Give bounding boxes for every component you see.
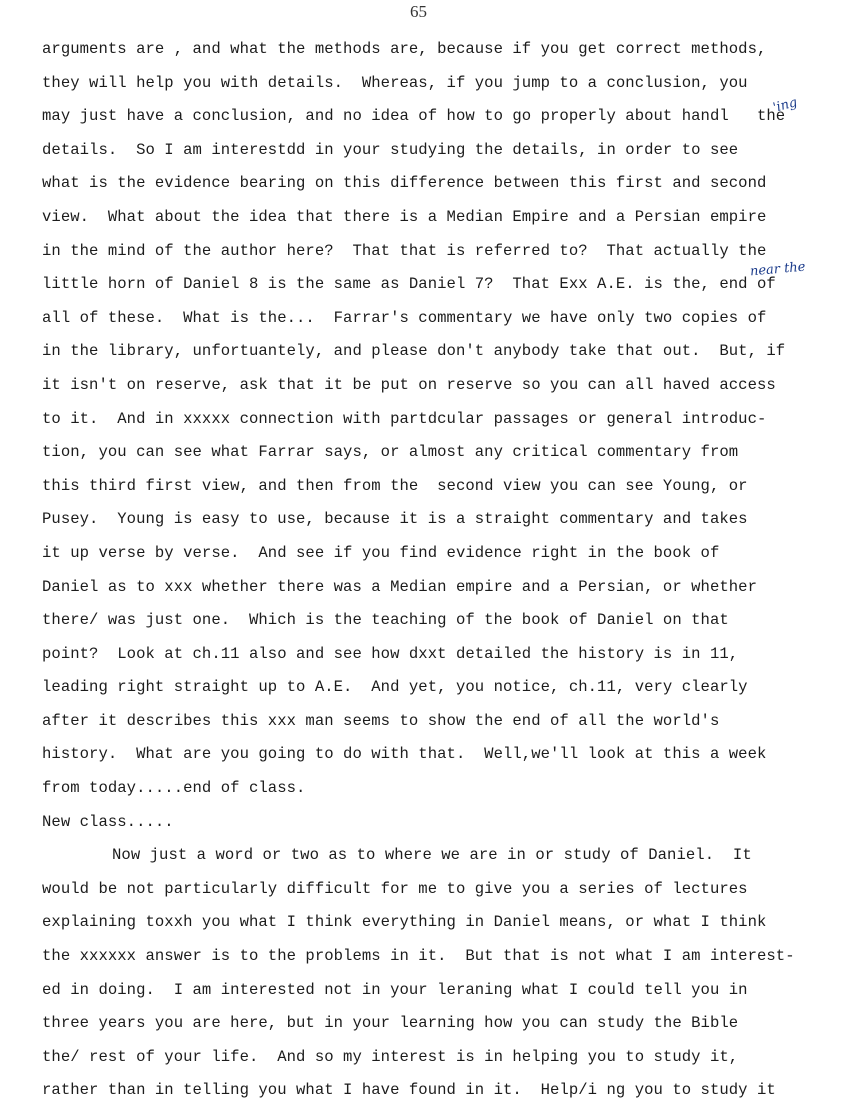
text-line: may just have a conclusion, and no idea of how to go properly about handl the [42, 107, 786, 126]
text-line: would be not particularly difficult for me to give you a series of lectures [42, 879, 748, 898]
text-line: to it. And in xxxxx connection with partdcular passages or general introduc- [42, 409, 767, 428]
text-line: in the library, unfortuantely, and please don't anybody take that out. But, if [42, 342, 786, 361]
text-line: ed in doing. I am interested not in your leraning what I could tell you in [42, 980, 748, 999]
text-line: leading right straight up to A.E. And yet, you notice, ch.11, very clearly [42, 678, 748, 697]
text-line: three years you are here, but in your learning how you can study the Bible [42, 1014, 739, 1033]
text-line: details. So I am interestdd in your studying the details, in order to see [42, 140, 739, 159]
handwritten-annotation-handling: 'ing [771, 95, 799, 116]
text-line: little horn of Daniel 8 is the same as Daniel 7? That Exx A.E. is the, end of [42, 275, 776, 294]
text-line: arguments are , and what the methods are, because if you get correct methods, [42, 40, 767, 58]
text-line: they will help you with details. Whereas, if you jump to a conclusion, you [42, 73, 748, 92]
text-line: the xxxxxx answer is to the problems in it. But that is not what I am interest- [42, 947, 795, 966]
handwritten-annotation-near-the: near the [749, 259, 807, 280]
text-line: in the mind of the author here? That that is referred to? That actually the [42, 241, 767, 260]
body-text [42, 36, 847, 1111]
text-line: Daniel as to xxx whether there was a Median empire and a Persian, or whether [42, 577, 757, 596]
text-line: from today.....end of class. [42, 779, 306, 798]
text-line: explaining toxxh you what I think everything in Daniel means, or what I think [42, 913, 767, 932]
text-line: there/ was just one. Which is the teaching of the book of Daniel on that [42, 611, 729, 630]
text-line: history. What are you going to do with that. Well,we'll look at this a week [42, 745, 767, 764]
text-line: the/ rest of your life. And so my interest is in helping you to study it, [42, 1047, 739, 1066]
text-line: Pusey. Young is easy to use, because it is a straight commentary and takes [42, 510, 748, 529]
text-line: view. What about the idea that there is a Median Empire and a Persian empire [42, 207, 767, 226]
text-line: rather than in telling you what I have found in it. Help/i ng you to study it [42, 1081, 776, 1100]
text-line: it up verse by verse. And see if you find evidence right in the book of [42, 543, 720, 562]
text-line: it isn't on reserve, ask that it be put on reserve so you can all haved access [42, 375, 776, 394]
text-line: all of these. What is the... Farrar's commentary we have only two copies of [42, 308, 767, 327]
text-line: point? Look at ch.11 also and see how dxxt detailed the history is in 11, [42, 644, 739, 663]
text-line: this third first view, and then from the second view you can see Young, or [42, 476, 748, 495]
text-line: tion, you can see what Farrar says, or almost any critical commentary from [42, 443, 739, 462]
page-number: 65 [410, 2, 427, 21]
text-line: what is the evidence bearing on this difference between this first and second [42, 174, 767, 193]
text-line: Now just a word or two as to where we are in or study of Daniel. It [112, 846, 752, 865]
text-line: after it describes this xxx man seems to show the end of all the world's [42, 711, 720, 730]
text-line: New class..... [42, 812, 174, 831]
